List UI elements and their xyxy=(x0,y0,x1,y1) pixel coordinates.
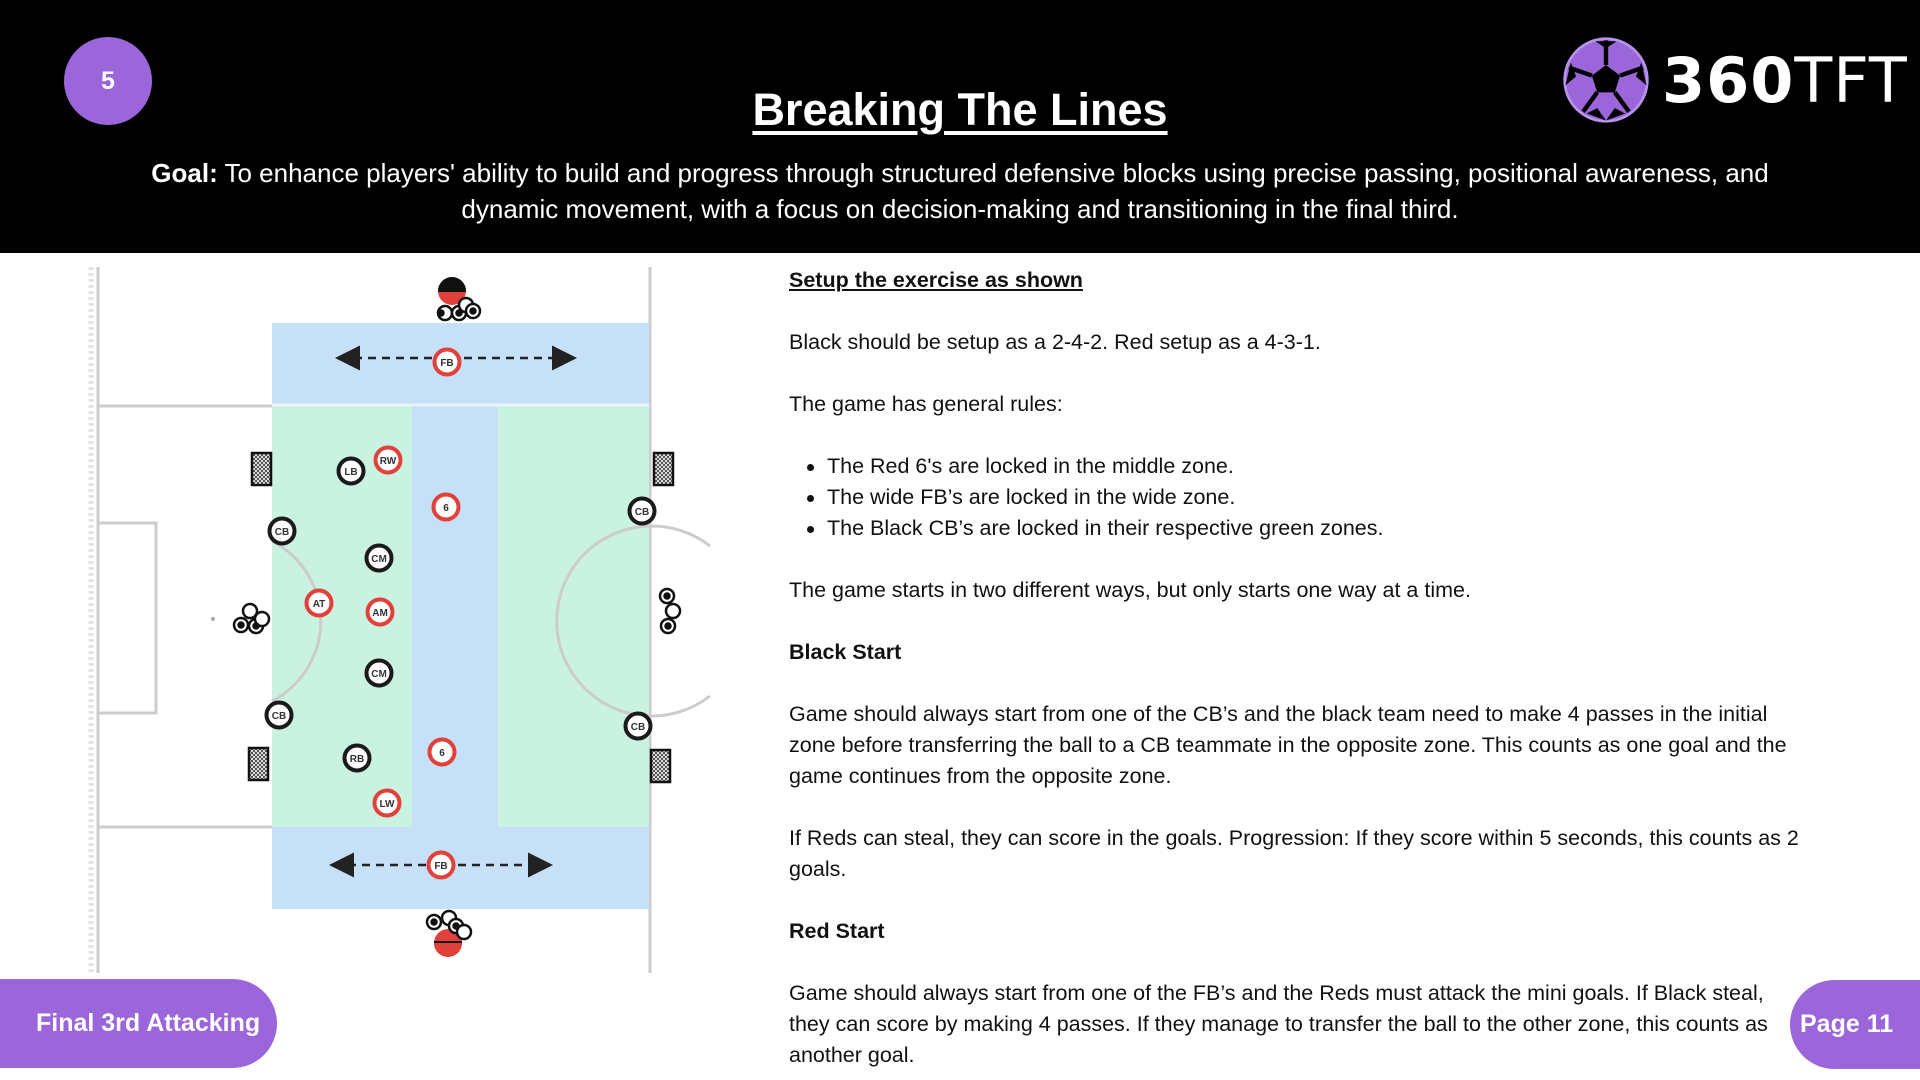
list-item: The Black CB’s are locked in their respective green zones. xyxy=(789,513,1799,544)
svg-text:6: 6 xyxy=(439,748,445,759)
player-red-at xyxy=(307,591,332,616)
svg-text:RB: RB xyxy=(349,754,365,765)
svg-text:CB: CB xyxy=(274,527,290,538)
page-number-badge: Page 11 xyxy=(1790,980,1920,1069)
mini-goal-icon xyxy=(249,748,268,780)
formation-text: Black should be setup as a 2-4-2. Red setup as a 4-3-1. xyxy=(789,330,1321,354)
red-start-heading: Red Start xyxy=(789,919,885,943)
player-black-cb-left-bottom xyxy=(267,703,292,728)
category-badge: Final 3rd Attacking xyxy=(0,979,277,1068)
black-start-text: Game should always start from one of the CB’s and the black team need to make 4 passes in the initial zone before transferring the ball to a CB teammate in the opposite zone. This counts as one goal and the game continues from the opposite zone. xyxy=(789,702,1787,788)
player-black-cb-right-top xyxy=(630,499,655,524)
player-black-cb-right-bottom xyxy=(626,714,651,739)
page-title: Breaking The Lines xyxy=(752,84,1168,135)
ball-cluster-icon xyxy=(234,604,269,633)
right-green-zone xyxy=(498,405,649,827)
player-black-cm-top xyxy=(367,546,392,571)
rules-intro: The game has general rules: xyxy=(789,392,1063,416)
rules-list xyxy=(789,451,1799,544)
starts-intro: The game starts in two different ways, but only starts one way at a time. xyxy=(789,578,1471,602)
player-red-am xyxy=(368,600,393,625)
middle-blue-zone xyxy=(412,405,498,827)
player-black-lb xyxy=(339,459,364,484)
session-number-badge: 5 xyxy=(64,37,152,125)
player-red-rw xyxy=(376,448,401,473)
soccer-ball-icon xyxy=(1562,36,1650,124)
red-start-text: Game should always start from one of the FB’s and the Reds must attack the mini goals. If Black steal, they can score by making 4 passes. If they manage to transfer the ball to the other zone, this counts as another goal. xyxy=(789,981,1768,1067)
svg-text:RW: RW xyxy=(379,456,397,467)
exercise-diagram xyxy=(0,253,760,983)
setup-heading: Setup the exercise as shown xyxy=(789,268,1083,292)
ball-cluster-icon xyxy=(660,589,680,633)
goal-text: To enhance players' ability to build and progress through structured defensive blocks using precise passing, positional awareness, and dynamic movement, with a focus on decision-making and transitioning in the final third. xyxy=(217,158,1769,224)
bottom-wide-zone xyxy=(272,827,649,909)
player-black-rb xyxy=(345,746,370,771)
player-black-cm-bottom xyxy=(367,661,392,686)
svg-text:LB: LB xyxy=(344,467,358,478)
player-red-six-bottom xyxy=(430,740,455,765)
svg-text:CM: CM xyxy=(371,554,387,565)
player-red-six-top xyxy=(434,495,459,520)
goal-label: Goal: xyxy=(151,158,218,188)
player-red-lw xyxy=(375,791,400,816)
svg-text:CB: CB xyxy=(271,711,287,722)
svg-text:CM: CM xyxy=(371,669,387,680)
svg-text:6: 6 xyxy=(443,503,449,514)
instructions-panel xyxy=(789,265,1799,1080)
goal-statement xyxy=(110,155,1810,227)
black-start-heading: Black Start xyxy=(789,640,902,664)
svg-text:LW: LW xyxy=(379,799,395,810)
svg-text:FB: FB xyxy=(440,358,454,369)
mini-goal-icon xyxy=(651,750,670,782)
svg-text:CB: CB xyxy=(630,722,646,733)
svg-text:AT: AT xyxy=(312,599,326,610)
player-red-fb-top xyxy=(435,350,460,375)
player-black-cb-left-top xyxy=(270,519,295,544)
list-item: The Red 6's are locked in the middle zone. xyxy=(789,451,1799,482)
black-progression-text: If Reds can steal, they can score in the goals. Progression: If they score within 5 seconds, this counts as 2 goals. xyxy=(789,826,1799,881)
svg-text:FB: FB xyxy=(434,861,448,872)
brand-logo xyxy=(1562,36,1908,128)
list-item: The wide FB’s are locked in the wide zone. xyxy=(789,482,1799,513)
mini-goal-icon xyxy=(252,453,271,485)
player-red-fb-bottom xyxy=(429,853,454,878)
logo-wordmark: 360TFT xyxy=(1662,44,1908,117)
header-banner xyxy=(0,0,1920,253)
svg-text:AM: AM xyxy=(372,608,388,619)
svg-text:CB: CB xyxy=(634,507,650,518)
mini-goal-icon xyxy=(654,453,673,485)
